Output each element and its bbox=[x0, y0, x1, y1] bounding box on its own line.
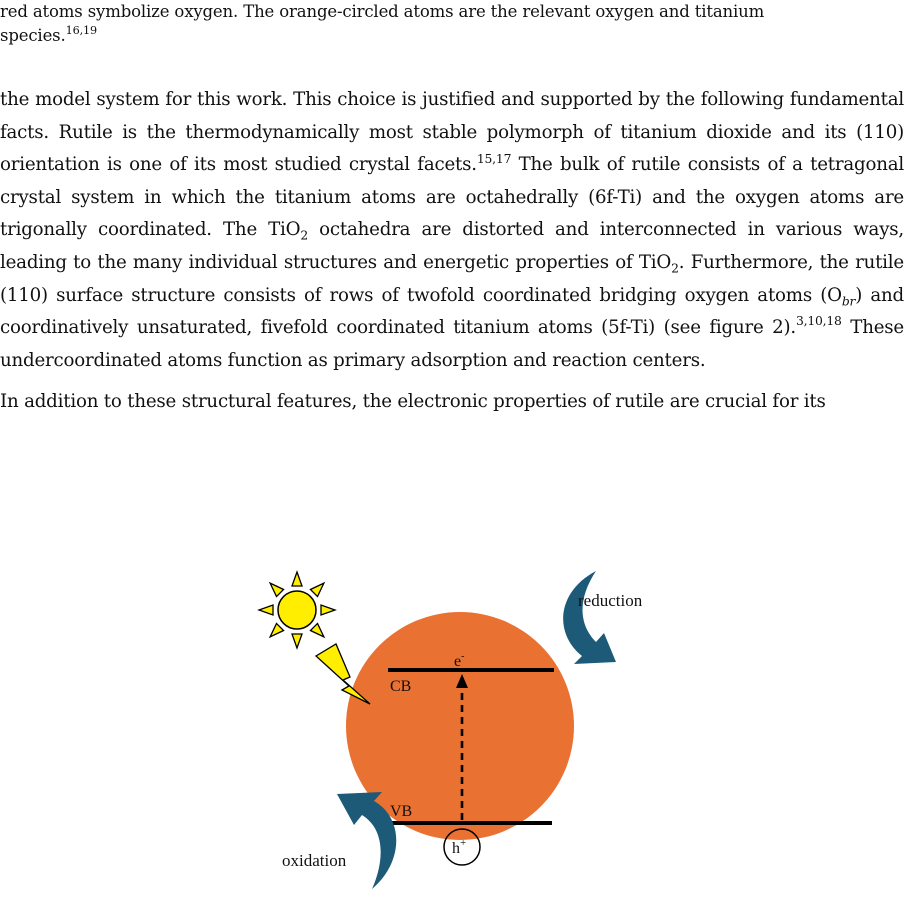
reduction-label: reduction bbox=[578, 591, 643, 610]
citation: 3,10,18 bbox=[795, 314, 842, 329]
caption-line-1: red atoms symbolize oxygen. The orange-circled atoms are the relevant oxygen and titanium bbox=[0, 2, 765, 21]
photocatalysis-diagram bbox=[240, 556, 680, 897]
paragraph-text: . Furthermore, the rutile (110) surface structure consists of rows of twofold coordinated bridging oxygen atoms (O bbox=[0, 251, 904, 306]
citation: 15,17 bbox=[476, 151, 512, 166]
conduction-band-label: CB bbox=[390, 678, 412, 695]
paragraph-text: The bulk of rutile consists of a tetragonal crystal system in which the titanium atoms are octahedrally (6f-Ti) and the oxygen atoms are trigonally coordinated. The TiO bbox=[0, 154, 904, 241]
reduction-arrow bbox=[563, 571, 616, 664]
figure-caption-continuation bbox=[0, 0, 904, 48]
subscript: 2 bbox=[300, 229, 309, 244]
caption-line-2-text: species. bbox=[0, 26, 66, 45]
sun-icon bbox=[259, 572, 335, 648]
paragraph-text: ) and coordinatively unsaturated, fivefold coordinated titanium atoms (5f-Ti) (see figure 2). bbox=[0, 284, 904, 339]
paragraph-rutile-structure bbox=[0, 84, 904, 377]
oxidation-label: oxidation bbox=[282, 851, 347, 870]
caption-line-2 bbox=[0, 24, 904, 48]
hole-label: h+ bbox=[452, 837, 467, 857]
paragraph-text: the model system for this work. This choice is justified and supported by the following fundamental facts. Rutile is the thermodynamically most stable polymorph of titanium dioxide and its (110) orientation is one of its most studied crystal facets. bbox=[0, 89, 904, 176]
body-text bbox=[0, 84, 904, 419]
subscript: br bbox=[841, 294, 856, 309]
paragraph-text: octahedra are distorted and interconnected in various ways, leading to the many individual structures and energetic properties of TiO bbox=[0, 219, 904, 273]
electron-label: e- bbox=[454, 651, 465, 670]
valence-band-label: VB bbox=[390, 803, 413, 820]
paragraph-text: These undercoordinated atoms function as primary adsorption and reaction centers. bbox=[0, 317, 904, 371]
subscript: 2 bbox=[671, 261, 679, 276]
caption-citation: 16,19 bbox=[65, 23, 97, 37]
paragraph-electronic-properties: In addition to these structural features, the electronic properties of rutile are crucial for its bbox=[0, 391, 826, 413]
photocatalysis-figure bbox=[240, 556, 680, 897]
